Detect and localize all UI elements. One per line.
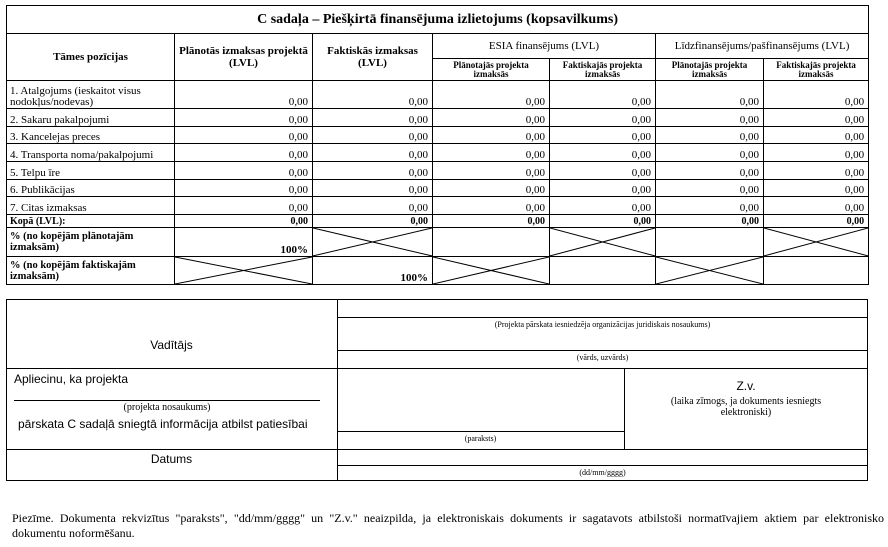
row-label: 2. Sakaru pakalpojumi — [7, 109, 175, 127]
cell-value: 0,00 — [550, 144, 656, 162]
header-cofin: Līdzfinansējums/pašfinansējums (LVL) — [656, 33, 869, 58]
header-esia-planned: Plānotajās projekta izmaksās — [433, 58, 550, 81]
pct-actual-label: % (no kopējām faktiskajām izmaksām) — [7, 257, 175, 285]
section-title: C sadaļa – Piešķirtā finansējuma izlietojums (kopsavilkums) — [7, 6, 869, 34]
project-line — [14, 400, 320, 401]
total-value: 0,00 — [433, 214, 550, 227]
cell-value: 0,00 — [433, 126, 550, 144]
date-line — [337, 465, 868, 466]
header-positions: Tāmes pozīcijas — [7, 33, 175, 81]
cell-value: 0,00 — [550, 109, 656, 127]
cell-value: 0,00 — [656, 109, 764, 127]
table-row — [7, 197, 869, 215]
cell-value: 0,00 — [764, 144, 869, 162]
cell-value: 0,00 — [433, 109, 550, 127]
cell-value: 0,00 — [313, 109, 433, 127]
cell-value: 0,00 — [313, 197, 433, 215]
header-esia: ESIA finansējums (LVL) — [433, 33, 656, 58]
total-row — [7, 214, 869, 227]
date-label: Datums — [150, 452, 193, 466]
cell-value: 0,00 — [175, 81, 313, 109]
cell-value: 0,00 — [656, 81, 764, 109]
empty-cell — [764, 257, 869, 285]
header-cofin-actual: Faktiskajās projekta izmaksās — [764, 58, 869, 81]
seal-label: Z.v. — [736, 379, 756, 393]
cell-value: 0,00 — [550, 161, 656, 179]
row-label: 1. Atalgojums (ieskaitot visus nodokļus/nodevas) — [7, 81, 175, 109]
header-cofin-planned: Plānotajās projekta izmaksās — [656, 58, 764, 81]
cell-value: 0,00 — [175, 161, 313, 179]
cell-value: 0,00 — [764, 197, 869, 215]
table-row — [7, 81, 869, 109]
table-row — [7, 161, 869, 179]
cell-value: 0,00 — [313, 179, 433, 197]
row-label: 5. Telpu īre — [7, 161, 175, 179]
cell-value: 0,00 — [656, 179, 764, 197]
org-caption: (Projekta pārskata iesniedzēja organizācijas juridiskais nosaukums) — [494, 320, 711, 329]
summary-table — [6, 5, 869, 285]
certify-rest: pārskata C sadaļā sniegtā informācija atbilst patiesībai — [18, 417, 308, 431]
crossed-cell — [175, 257, 313, 285]
pct-planned-row — [7, 228, 869, 257]
total-value: 0,00 — [656, 214, 764, 227]
cell-value: 0,00 — [175, 109, 313, 127]
cell-value: 0,00 — [433, 81, 550, 109]
crossed-cell — [433, 257, 550, 285]
cell-value: 0,00 — [656, 126, 764, 144]
signature-caption: (paraksts) — [464, 434, 497, 443]
cell-value: 0,00 — [764, 161, 869, 179]
certify-label: Apliecinu, ka projekta — [14, 372, 129, 386]
cell-value: 0,00 — [433, 197, 550, 215]
org-line — [337, 317, 868, 318]
cell-value: 0,00 — [175, 179, 313, 197]
total-value: 0,00 — [764, 214, 869, 227]
cell-value: 0,00 — [433, 144, 550, 162]
total-value: 0,00 — [175, 214, 313, 227]
row-label: 7. Citas izmaksas — [7, 197, 175, 215]
cell-value: 0,00 — [313, 144, 433, 162]
row-label: 3. Kancelejas preces — [7, 126, 175, 144]
total-label: Kopā (LVL): — [7, 214, 175, 227]
table-row — [7, 126, 869, 144]
signature-block — [6, 299, 868, 481]
crossed-cell — [764, 228, 869, 257]
empty-cell — [433, 228, 550, 257]
cell-value: 0,00 — [764, 109, 869, 127]
header-esia-actual: Faktiskajās projekta izmaksās — [550, 58, 656, 81]
pct-actual-row — [7, 257, 869, 285]
table-row — [7, 144, 869, 162]
cell-value: 0,00 — [550, 179, 656, 197]
total-value: 0,00 — [550, 214, 656, 227]
row-label: 6. Publikācijas — [7, 179, 175, 197]
leader-label: Vadītājs — [150, 338, 193, 352]
table-row — [7, 109, 869, 127]
cell-value: 0,00 — [656, 197, 764, 215]
cell-value: 0,00 — [656, 144, 764, 162]
table-row — [7, 179, 869, 197]
name-line — [337, 350, 868, 351]
pct-planned-label: % (no kopējām plānotajām izmaksām) — [7, 228, 175, 257]
cell-value: 0,00 — [313, 81, 433, 109]
cell-value: 0,00 — [764, 179, 869, 197]
cell-value: 0,00 — [175, 144, 313, 162]
total-value: 0,00 — [313, 214, 433, 227]
row-label: 4. Transporta noma/pakalpojumi — [7, 144, 175, 162]
pct-actual-value: 100% — [313, 257, 433, 285]
cell-value: 0,00 — [550, 197, 656, 215]
cell-value: 0,00 — [550, 126, 656, 144]
cell-value: 0,00 — [313, 126, 433, 144]
pct-planned-value: 100% — [175, 228, 313, 257]
header-planned: Plānotās izmaksas projektā (LVL) — [175, 33, 313, 81]
signature-line — [337, 431, 624, 432]
crossed-cell — [313, 228, 433, 257]
cell-value: 0,00 — [175, 197, 313, 215]
seal-caption: (laika zīmogs, ja dokuments iesniegts elektroniski) — [670, 396, 822, 418]
cell-value: 0,00 — [433, 179, 550, 197]
cell-value: 0,00 — [764, 81, 869, 109]
cell-value: 0,00 — [764, 126, 869, 144]
name-caption: (vārds, uzvārds) — [576, 353, 629, 362]
empty-cell — [656, 228, 764, 257]
cell-value: 0,00 — [656, 161, 764, 179]
empty-cell — [550, 257, 656, 285]
header-actual: Faktiskās izmaksas (LVL) — [313, 33, 433, 81]
cell-value: 0,00 — [175, 126, 313, 144]
footnote: Piezīme. Dokumenta rekvizītus "paraksts", "dd/mm/gggg" un "Z.v." neaizpilda, ja elektroniskais dokuments ir sagatavots atbilstoši normatīvajiem aktiem par elektronisko dokumentu noformēšanu. — [12, 511, 884, 540]
cell-value: 0,00 — [313, 161, 433, 179]
cell-value: 0,00 — [550, 81, 656, 109]
cell-value: 0,00 — [433, 161, 550, 179]
date-caption: (dd/mm/gggg) — [579, 468, 626, 477]
crossed-cell — [550, 228, 656, 257]
project-caption: (projekta nosaukums) — [123, 402, 211, 413]
crossed-cell — [656, 257, 764, 285]
